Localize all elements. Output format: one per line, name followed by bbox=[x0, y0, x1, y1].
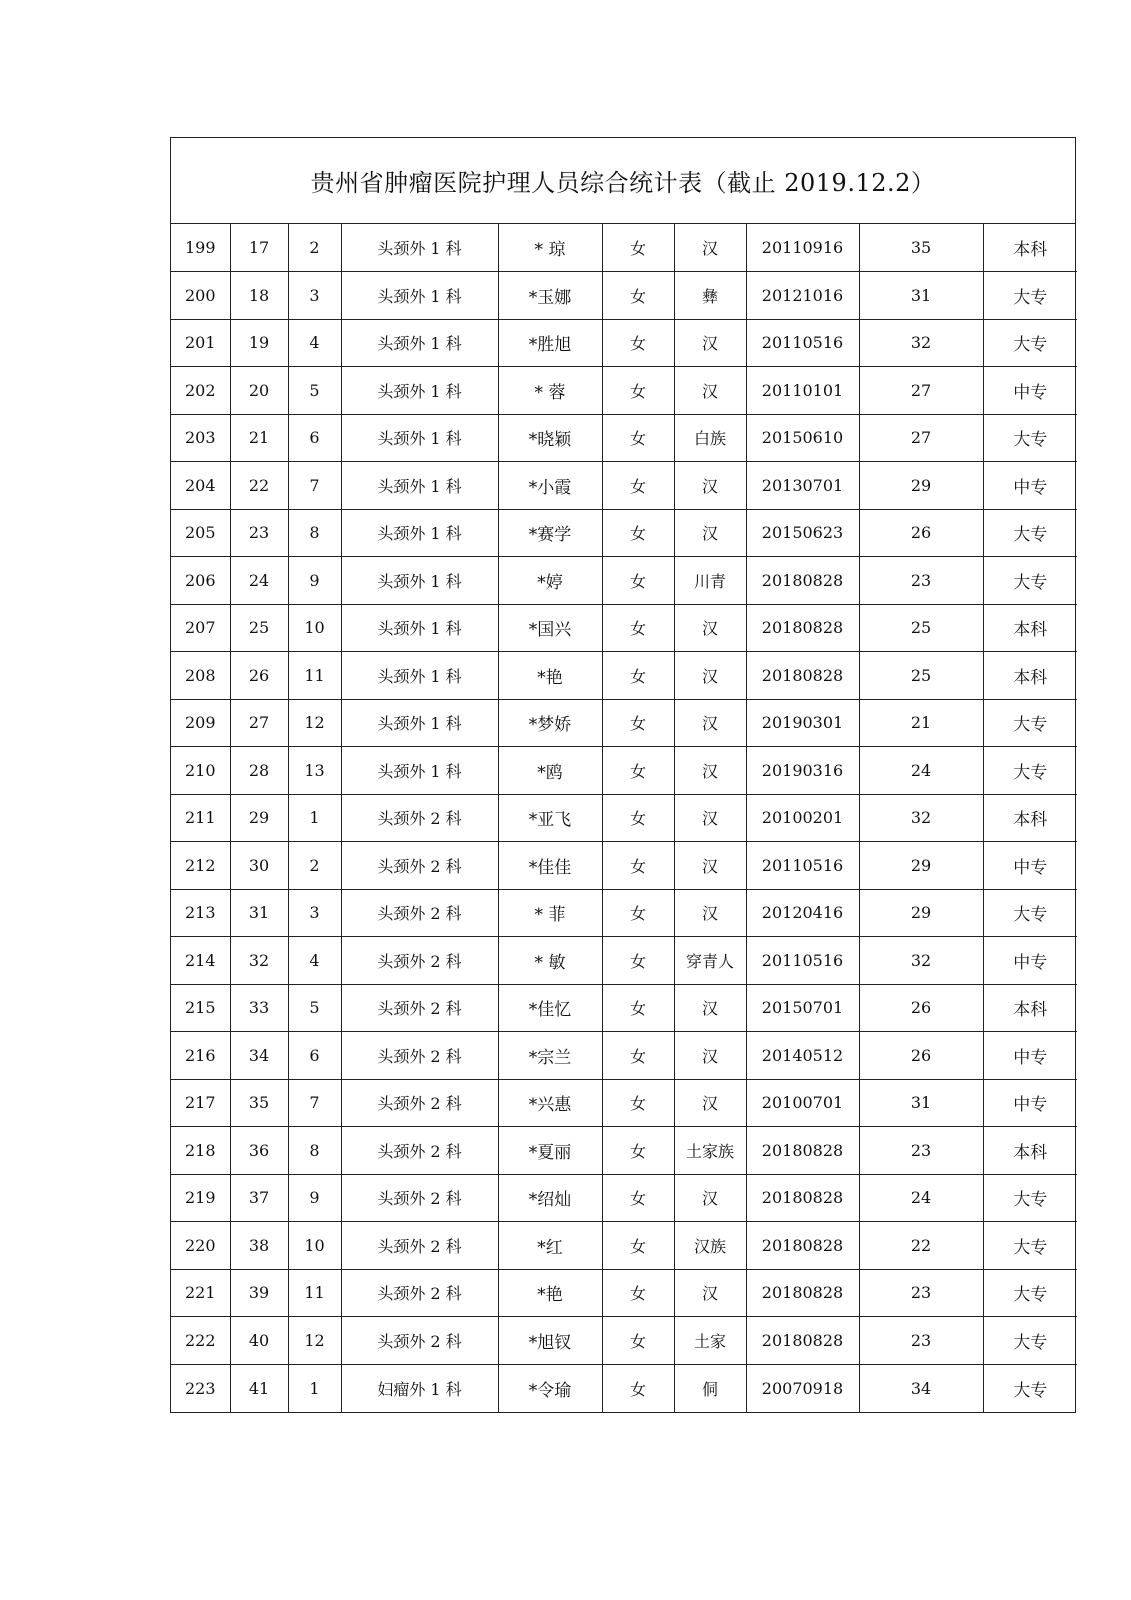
education-cell: 大专 bbox=[983, 1317, 1077, 1365]
dept-sequence-cell: 30 bbox=[230, 842, 288, 890]
ethnicity-cell: 汉 bbox=[674, 699, 746, 747]
dept-sequence-cell: 41 bbox=[230, 1364, 288, 1412]
age-cell: 34 bbox=[859, 1364, 983, 1412]
gender-cell: 女 bbox=[602, 224, 674, 272]
age-cell: 31 bbox=[859, 1079, 983, 1127]
department-cell: 头颈外 1 科 bbox=[341, 747, 498, 795]
gender-cell: 女 bbox=[602, 1222, 674, 1270]
gender-cell: 女 bbox=[602, 937, 674, 985]
education-cell: 中专 bbox=[983, 1032, 1077, 1080]
ethnicity-cell: 汉 bbox=[674, 747, 746, 795]
name-cell: *梦娇 bbox=[498, 699, 602, 747]
dept-sequence-cell: 29 bbox=[230, 794, 288, 842]
education-cell: 本科 bbox=[983, 224, 1077, 272]
age-cell: 29 bbox=[859, 462, 983, 510]
gender-cell: 女 bbox=[602, 1269, 674, 1317]
gender-cell: 女 bbox=[602, 509, 674, 557]
department-cell: 头颈外 1 科 bbox=[341, 699, 498, 747]
gender-cell: 女 bbox=[602, 1174, 674, 1222]
department-cell: 头颈外 2 科 bbox=[341, 1032, 498, 1080]
dept-sequence-cell: 34 bbox=[230, 1032, 288, 1080]
table-row bbox=[171, 699, 1077, 747]
age-cell: 29 bbox=[859, 842, 983, 890]
department-cell: 头颈外 2 科 bbox=[341, 984, 498, 1032]
education-cell: 大专 bbox=[983, 557, 1077, 605]
department-cell: 头颈外 1 科 bbox=[341, 652, 498, 700]
age-cell: 23 bbox=[859, 557, 983, 605]
department-cell: 头颈外 1 科 bbox=[341, 509, 498, 557]
age-cell: 32 bbox=[859, 794, 983, 842]
age-cell: 35 bbox=[859, 224, 983, 272]
name-cell: *佳忆 bbox=[498, 984, 602, 1032]
gender-cell: 女 bbox=[602, 557, 674, 605]
unit-number-cell: 7 bbox=[288, 462, 341, 510]
table-row bbox=[171, 509, 1077, 557]
unit-number-cell: 6 bbox=[288, 1032, 341, 1080]
department-cell: 头颈外 2 科 bbox=[341, 1127, 498, 1175]
overall-number-cell: 210 bbox=[171, 747, 230, 795]
name-cell: *旭钗 bbox=[498, 1317, 602, 1365]
dept-sequence-cell: 22 bbox=[230, 462, 288, 510]
unit-number-cell: 10 bbox=[288, 1222, 341, 1270]
education-cell: 本科 bbox=[983, 984, 1077, 1032]
age-cell: 22 bbox=[859, 1222, 983, 1270]
age-cell: 23 bbox=[859, 1127, 983, 1175]
name-cell: *艳 bbox=[498, 1269, 602, 1317]
ethnicity-cell: 汉 bbox=[674, 794, 746, 842]
department-cell: 头颈外 1 科 bbox=[341, 462, 498, 510]
overall-number-cell: 223 bbox=[171, 1364, 230, 1412]
dept-sequence-cell: 18 bbox=[230, 272, 288, 320]
table-row bbox=[171, 1364, 1077, 1412]
overall-number-cell: 206 bbox=[171, 557, 230, 605]
unit-number-cell: 5 bbox=[288, 984, 341, 1032]
unit-number-cell: 9 bbox=[288, 557, 341, 605]
ethnicity-cell: 土家族 bbox=[674, 1127, 746, 1175]
ethnicity-cell: 汉 bbox=[674, 1032, 746, 1080]
start-date-cell: 20180828 bbox=[746, 1269, 859, 1317]
age-cell: 24 bbox=[859, 747, 983, 795]
overall-number-cell: 205 bbox=[171, 509, 230, 557]
age-cell: 23 bbox=[859, 1269, 983, 1317]
name-cell: *绍灿 bbox=[498, 1174, 602, 1222]
gender-cell: 女 bbox=[602, 414, 674, 462]
unit-number-cell: 3 bbox=[288, 272, 341, 320]
name-cell: *鸥 bbox=[498, 747, 602, 795]
name-cell: * 菲 bbox=[498, 889, 602, 937]
unit-number-cell: 1 bbox=[288, 794, 341, 842]
dept-sequence-cell: 38 bbox=[230, 1222, 288, 1270]
ethnicity-cell: 川青 bbox=[674, 557, 746, 605]
education-cell: 中专 bbox=[983, 937, 1077, 985]
table-title: 贵州省肿瘤医院护理人员综合统计表（截止 2019.12.2） bbox=[171, 138, 1075, 224]
department-cell: 头颈外 2 科 bbox=[341, 794, 498, 842]
dept-sequence-cell: 21 bbox=[230, 414, 288, 462]
ethnicity-cell: 汉 bbox=[674, 652, 746, 700]
name-cell: *小霞 bbox=[498, 462, 602, 510]
department-cell: 头颈外 2 科 bbox=[341, 1222, 498, 1270]
unit-number-cell: 10 bbox=[288, 604, 341, 652]
age-cell: 26 bbox=[859, 984, 983, 1032]
start-date-cell: 20100201 bbox=[746, 794, 859, 842]
name-cell: *玉娜 bbox=[498, 272, 602, 320]
overall-number-cell: 214 bbox=[171, 937, 230, 985]
gender-cell: 女 bbox=[602, 1032, 674, 1080]
education-cell: 中专 bbox=[983, 1079, 1077, 1127]
staff-statistics-sheet bbox=[170, 137, 1076, 1413]
name-cell: *国兴 bbox=[498, 604, 602, 652]
table-row bbox=[171, 652, 1077, 700]
dept-sequence-cell: 32 bbox=[230, 937, 288, 985]
education-cell: 大专 bbox=[983, 319, 1077, 367]
table-row bbox=[171, 1174, 1077, 1222]
department-cell: 头颈外 1 科 bbox=[341, 557, 498, 605]
start-date-cell: 20150623 bbox=[746, 509, 859, 557]
unit-number-cell: 13 bbox=[288, 747, 341, 795]
ethnicity-cell: 汉 bbox=[674, 889, 746, 937]
overall-number-cell: 216 bbox=[171, 1032, 230, 1080]
overall-number-cell: 207 bbox=[171, 604, 230, 652]
start-date-cell: 20180828 bbox=[746, 1317, 859, 1365]
education-cell: 本科 bbox=[983, 794, 1077, 842]
start-date-cell: 20120416 bbox=[746, 889, 859, 937]
start-date-cell: 20180828 bbox=[746, 604, 859, 652]
age-cell: 25 bbox=[859, 652, 983, 700]
table-row bbox=[171, 224, 1077, 272]
name-cell: *夏丽 bbox=[498, 1127, 602, 1175]
start-date-cell: 20140512 bbox=[746, 1032, 859, 1080]
overall-number-cell: 218 bbox=[171, 1127, 230, 1175]
overall-number-cell: 217 bbox=[171, 1079, 230, 1127]
ethnicity-cell: 土家 bbox=[674, 1317, 746, 1365]
overall-number-cell: 221 bbox=[171, 1269, 230, 1317]
gender-cell: 女 bbox=[602, 604, 674, 652]
ethnicity-cell: 汉 bbox=[674, 842, 746, 890]
dept-sequence-cell: 36 bbox=[230, 1127, 288, 1175]
table-row bbox=[171, 462, 1077, 510]
table-row bbox=[171, 1032, 1077, 1080]
gender-cell: 女 bbox=[602, 652, 674, 700]
table-row bbox=[171, 747, 1077, 795]
ethnicity-cell: 汉 bbox=[674, 1269, 746, 1317]
unit-number-cell: 2 bbox=[288, 842, 341, 890]
unit-number-cell: 9 bbox=[288, 1174, 341, 1222]
gender-cell: 女 bbox=[602, 984, 674, 1032]
ethnicity-cell: 汉 bbox=[674, 224, 746, 272]
department-cell: 头颈外 2 科 bbox=[341, 1079, 498, 1127]
dept-sequence-cell: 26 bbox=[230, 652, 288, 700]
department-cell: 头颈外 2 科 bbox=[341, 1174, 498, 1222]
dept-sequence-cell: 39 bbox=[230, 1269, 288, 1317]
education-cell: 本科 bbox=[983, 1127, 1077, 1175]
start-date-cell: 20180828 bbox=[746, 652, 859, 700]
overall-number-cell: 209 bbox=[171, 699, 230, 747]
ethnicity-cell: 汉 bbox=[674, 462, 746, 510]
overall-number-cell: 219 bbox=[171, 1174, 230, 1222]
start-date-cell: 20070918 bbox=[746, 1364, 859, 1412]
name-cell: *佳佳 bbox=[498, 842, 602, 890]
department-cell: 头颈外 1 科 bbox=[341, 272, 498, 320]
age-cell: 27 bbox=[859, 414, 983, 462]
name-cell: *亚飞 bbox=[498, 794, 602, 842]
education-cell: 大专 bbox=[1013, 1380, 1048, 1401]
unit-number-cell: 3 bbox=[288, 889, 341, 937]
overall-number-cell: 204 bbox=[171, 462, 230, 510]
unit-number-cell: 8 bbox=[288, 509, 341, 557]
gender-cell: 女 bbox=[602, 747, 674, 795]
table-row bbox=[171, 604, 1077, 652]
education-cell: 大专 bbox=[983, 1174, 1077, 1222]
table-row bbox=[171, 272, 1077, 320]
start-date-cell: 20100701 bbox=[746, 1079, 859, 1127]
department-cell: 头颈外 1 科 bbox=[341, 414, 498, 462]
overall-number-cell: 220 bbox=[171, 1222, 230, 1270]
ethnicity-cell: 汉 bbox=[674, 1079, 746, 1127]
dept-sequence-cell: 31 bbox=[230, 889, 288, 937]
ethnicity-cell: 汉 bbox=[674, 509, 746, 557]
start-date-cell: 20150701 bbox=[746, 984, 859, 1032]
overall-number-cell: 215 bbox=[171, 984, 230, 1032]
start-date-cell: 20190301 bbox=[746, 699, 859, 747]
age-cell: 26 bbox=[859, 1032, 983, 1080]
department-cell: 头颈外 1 科 bbox=[341, 224, 498, 272]
dept-sequence-cell: 37 bbox=[230, 1174, 288, 1222]
education-cell: 中专 bbox=[983, 367, 1077, 415]
table-row bbox=[171, 842, 1077, 890]
unit-number-cell: 4 bbox=[288, 319, 341, 367]
overall-number-cell: 211 bbox=[171, 794, 230, 842]
education-cell: 大专 bbox=[983, 699, 1077, 747]
education-cell: 中专 bbox=[983, 842, 1077, 890]
ethnicity-cell: 汉 bbox=[674, 367, 746, 415]
overall-number-cell: 202 bbox=[171, 367, 230, 415]
overall-number-cell: 222 bbox=[171, 1317, 230, 1365]
education-cell: 大专 bbox=[983, 747, 1077, 795]
overall-number-cell: 212 bbox=[171, 842, 230, 890]
gender-cell: 女 bbox=[602, 367, 674, 415]
overall-number-cell: 200 bbox=[171, 272, 230, 320]
name-cell: *艳 bbox=[498, 652, 602, 700]
table-row bbox=[171, 984, 1077, 1032]
department-cell: 头颈外 1 科 bbox=[341, 604, 498, 652]
start-date-cell: 20180828 bbox=[746, 1174, 859, 1222]
gender-cell: 女 bbox=[602, 794, 674, 842]
education-cell: 本科 bbox=[983, 604, 1077, 652]
age-cell: 32 bbox=[859, 937, 983, 985]
department-cell: 妇瘤外 1 科 bbox=[341, 1364, 498, 1412]
table-row bbox=[171, 557, 1077, 605]
table-row bbox=[171, 1269, 1077, 1317]
staff-table bbox=[171, 224, 1077, 1412]
education-cell: 大专 bbox=[983, 414, 1077, 462]
unit-number-cell: 4 bbox=[288, 937, 341, 985]
unit-number-cell: 11 bbox=[288, 652, 341, 700]
education-cell: 中专 bbox=[983, 462, 1077, 510]
name-cell: *晓颖 bbox=[498, 414, 602, 462]
overall-number-cell: 199 bbox=[171, 224, 230, 272]
table-row bbox=[171, 1317, 1077, 1365]
table-row bbox=[171, 1079, 1077, 1127]
overall-number-cell: 208 bbox=[171, 652, 230, 700]
name-cell: *婷 bbox=[498, 557, 602, 605]
dept-sequence-cell: 40 bbox=[230, 1317, 288, 1365]
age-cell: 29 bbox=[859, 889, 983, 937]
table-row bbox=[171, 1127, 1077, 1175]
table-row bbox=[171, 794, 1077, 842]
education-cell: 大专 bbox=[983, 889, 1077, 937]
age-cell: 32 bbox=[859, 319, 983, 367]
start-date-cell: 20110516 bbox=[746, 937, 859, 985]
unit-number-cell: 12 bbox=[288, 699, 341, 747]
age-cell: 27 bbox=[859, 367, 983, 415]
name-cell: *赛学 bbox=[498, 509, 602, 557]
unit-number-cell: 8 bbox=[288, 1127, 341, 1175]
dept-sequence-cell: 33 bbox=[230, 984, 288, 1032]
unit-number-cell: 7 bbox=[288, 1079, 341, 1127]
age-cell: 26 bbox=[859, 509, 983, 557]
start-date-cell: 20180828 bbox=[746, 557, 859, 605]
start-date-cell: 20180828 bbox=[746, 1127, 859, 1175]
start-date-cell: 20121016 bbox=[746, 272, 859, 320]
start-date-cell: 20110916 bbox=[746, 224, 859, 272]
name-cell: * 敏 bbox=[498, 937, 602, 985]
unit-number-cell: 2 bbox=[288, 224, 341, 272]
table-row bbox=[171, 937, 1077, 985]
ethnicity-cell: 汉 bbox=[674, 604, 746, 652]
overall-number-cell: 213 bbox=[171, 889, 230, 937]
ethnicity-cell: 汉 bbox=[674, 984, 746, 1032]
age-cell: 25 bbox=[859, 604, 983, 652]
department-cell: 头颈外 2 科 bbox=[341, 1269, 498, 1317]
overall-number-cell: 201 bbox=[171, 319, 230, 367]
table-body bbox=[171, 224, 1077, 1412]
start-date-cell: 20190316 bbox=[746, 747, 859, 795]
start-date-cell: 20110516 bbox=[746, 842, 859, 890]
department-cell: 头颈外 1 科 bbox=[341, 367, 498, 415]
ethnicity-cell: 汉族 bbox=[674, 1222, 746, 1270]
age-cell: 23 bbox=[859, 1317, 983, 1365]
gender-cell: 女 bbox=[602, 1079, 674, 1127]
name-cell: *胜旭 bbox=[498, 319, 602, 367]
department-cell: 头颈外 2 科 bbox=[341, 937, 498, 985]
gender-cell: 女 bbox=[602, 842, 674, 890]
name-cell: * 蓉 bbox=[498, 367, 602, 415]
start-date-cell: 20180828 bbox=[746, 1222, 859, 1270]
gender-cell: 女 bbox=[602, 462, 674, 510]
education-cell: 本科 bbox=[983, 652, 1077, 700]
name-cell: *兴惠 bbox=[498, 1079, 602, 1127]
ethnicity-cell: 侗 bbox=[674, 1364, 746, 1412]
dept-sequence-cell: 35 bbox=[230, 1079, 288, 1127]
ethnicity-cell: 汉 bbox=[674, 319, 746, 367]
start-date-cell: 20150610 bbox=[746, 414, 859, 462]
name-cell: *令瑜 bbox=[498, 1364, 602, 1412]
dept-sequence-cell: 19 bbox=[230, 319, 288, 367]
unit-number-cell: 5 bbox=[288, 367, 341, 415]
table-row bbox=[171, 889, 1077, 937]
dept-sequence-cell: 28 bbox=[230, 747, 288, 795]
education-cell: 大专 bbox=[983, 272, 1077, 320]
start-date-cell: 20110516 bbox=[746, 319, 859, 367]
start-date-cell: 20110101 bbox=[746, 367, 859, 415]
dept-sequence-cell: 23 bbox=[230, 509, 288, 557]
dept-sequence-cell: 27 bbox=[230, 699, 288, 747]
age-cell: 31 bbox=[859, 272, 983, 320]
start-date-cell: 20130701 bbox=[746, 462, 859, 510]
name-cell: *红 bbox=[498, 1222, 602, 1270]
gender-cell: 女 bbox=[602, 699, 674, 747]
age-cell: 21 bbox=[859, 699, 983, 747]
unit-number-cell: 12 bbox=[288, 1317, 341, 1365]
table-row bbox=[171, 319, 1077, 367]
gender-cell: 女 bbox=[602, 319, 674, 367]
unit-number-cell: 1 bbox=[288, 1364, 341, 1412]
department-cell: 头颈外 1 科 bbox=[341, 319, 498, 367]
table-row bbox=[171, 414, 1077, 462]
dept-sequence-cell: 20 bbox=[230, 367, 288, 415]
unit-number-cell: 11 bbox=[288, 1269, 341, 1317]
gender-cell: 女 bbox=[602, 1127, 674, 1175]
gender-cell: 女 bbox=[602, 1317, 674, 1365]
ethnicity-cell: 穿青人 bbox=[674, 937, 746, 985]
ethnicity-cell: 彝 bbox=[674, 272, 746, 320]
ethnicity-cell: 白族 bbox=[674, 414, 746, 462]
unit-number-cell: 6 bbox=[288, 414, 341, 462]
overall-number-cell: 203 bbox=[171, 414, 230, 462]
education-cell: 大专 bbox=[983, 509, 1077, 557]
table-row bbox=[171, 1222, 1077, 1270]
age-cell: 24 bbox=[859, 1174, 983, 1222]
department-cell: 头颈外 2 科 bbox=[341, 889, 498, 937]
dept-sequence-cell: 17 bbox=[230, 224, 288, 272]
gender-cell: 女 bbox=[602, 1364, 674, 1412]
name-cell: * 琼 bbox=[498, 224, 602, 272]
education-cell: 大专 bbox=[983, 1269, 1077, 1317]
ethnicity-cell: 汉 bbox=[674, 1174, 746, 1222]
gender-cell: 女 bbox=[602, 889, 674, 937]
table-row bbox=[171, 367, 1077, 415]
gender-cell: 女 bbox=[602, 272, 674, 320]
name-cell: *宗兰 bbox=[498, 1032, 602, 1080]
department-cell: 头颈外 2 科 bbox=[341, 1317, 498, 1365]
department-cell: 头颈外 2 科 bbox=[341, 842, 498, 890]
dept-sequence-cell: 24 bbox=[230, 557, 288, 605]
education-cell: 大专 bbox=[983, 1222, 1077, 1270]
dept-sequence-cell: 25 bbox=[230, 604, 288, 652]
